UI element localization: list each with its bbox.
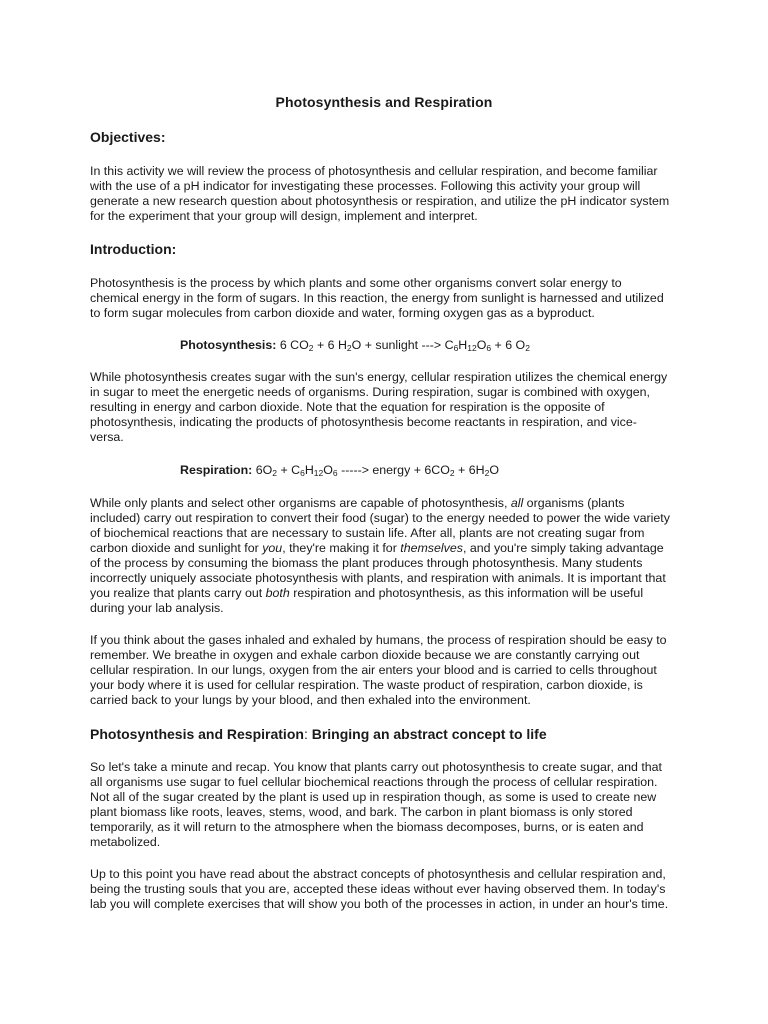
text-line: remember. We breathe in oxygen and exhale carbon dioxide because we are constantly carrying out [90,648,640,662]
introduction-paragraph-2 [90,370,690,445]
document-title: Photosynthesis and Respiration [275,94,493,110]
text-line: Up to this point you have read about the abstract concepts of photosynthesis and cellular respiration and, [90,867,666,881]
section-heading-part: Bringing an abstract concept to life [307,726,547,742]
equation-term: O [323,463,333,477]
text-line: in sugar to meet the energetic needs of organisms. During respiration, sugar is combined with oxygen, [90,385,650,399]
text-line: of the process by consuming the biomass the plant produces through photosynthesis. Many students [90,556,643,570]
equation-term: 6 CO [276,338,309,352]
section-paragraph-2 [90,867,690,912]
text-line: plant biomass like roots, leaves, stems, wood, and bark. The carbon in plant biomass is only stored [90,805,633,819]
text-line: incorrectly uniquely associate photosynthesis with plants, and respiration with animals. It is important that [90,571,666,585]
section-heading [90,726,547,742]
text-line: So let's take a minute and recap. You know that plants carry out photosynthesis to create sugar, and that [90,760,663,774]
text-line: with the use of a pH indicator for investigating these processes. Following this activity your group will [90,179,641,193]
equation-term: H [458,338,468,352]
text-line: all organisms use sugar to fuel cellular biochemical reactions through the process of cellular respiration. [90,775,658,789]
section-heading-separator: : [303,726,308,742]
text-line: photosynthesis, indicating the products of photosynthesis become reactants in respiration, and vice- [90,415,637,429]
equation-term: + 6 H [313,338,347,352]
equation-subscript: 2 [484,468,490,478]
text-run: organisms (plants [523,496,625,510]
equation-label: Photosynthesis: [180,338,277,352]
text-run: , they're making it for [282,541,401,555]
equation-term: O [476,338,487,352]
equation-subscript: 2 [272,468,278,478]
introduction-paragraph-3 [90,496,690,616]
equation-subscript: 12 [467,343,477,353]
equation-subscript: 6 [300,468,305,478]
equation-term: O + sunlight ---> C [351,338,454,352]
text-line: versa. [90,430,124,444]
text-line [90,586,690,601]
equation-subscript: 6 [332,468,338,478]
respiration-equation [180,463,499,477]
photosynthesis-equation [180,338,530,352]
text-line [90,541,690,556]
equation-subscript: 2 [525,343,530,353]
section-paragraph-1 [90,760,690,850]
text-run: you realize that plants carry out [90,586,266,600]
text-line: for the experiment that your group will design, implement and interpret. [90,209,478,223]
text-line: resulting in energy and carbon dioxide. Note that the equation for respiration is the opposite of [90,400,605,414]
text-run: While only plants and select other organisms are capable of photosynthesis, [90,496,511,510]
text-line: generate a new research question about photosynthesis or respiration, and utilize the pH indicator system [90,194,670,208]
text-line: metabolized. [90,835,161,849]
emphasis-text: both [265,586,290,600]
section-heading-part: Photosynthesis and Respiration [90,726,304,742]
text-line: In this activity we will review the process of photosynthesis and cellular respiration, and become familiar [90,164,658,178]
text-line: lab you will complete exercises that will show you both of the processes in action, in under an hour's time. [90,897,669,911]
text-line: of biochemical reactions that are necessary to sustain life. After all, plants are not creating sugar from [90,526,645,540]
text-run: respiration and photosynthesis, as this information will be useful [289,586,644,600]
emphasis-text: you [262,541,283,555]
equation-subscript: 12 [313,468,324,478]
text-line: to form sugar molecules from carbon dioxide and water, forming oxygen gas as a byproduct. [90,306,595,320]
equation-subscript: 2 [308,343,314,353]
text-line: Photosynthesis is the process by which plants and some other organisms convert solar energy to [90,276,622,290]
text-line: being the trusting souls that you are, accepted these ideas without ever having observed them. In today's [90,882,666,896]
emphasis-text: all [510,496,524,510]
equation-subscript: 6 [486,343,492,353]
emphasis-text: themselves [400,541,463,555]
equation-label: Respiration: [180,463,253,477]
introduction-heading: Introduction: [90,241,177,257]
objectives-heading: Objectives: [90,129,166,145]
equation-term: + 6 O [491,338,526,352]
equation-term: 6O [252,463,273,477]
text-line: While photosynthesis creates sugar with the sun's energy, cellular respiration utilizes the chemical energy [90,370,668,384]
equation-term: -----> energy + 6CO [337,463,450,477]
text-line: during your lab analysis. [90,601,224,615]
equation-subscript: 6 [453,343,459,353]
text-line: Not all of the sugar created by the plant is used up in respiration though, as some is used to create new [90,790,657,804]
objectives-paragraph [90,164,690,224]
equation-term: + C [277,463,301,477]
equation-term: H [304,463,314,477]
text-line [90,496,690,511]
equation-term: + 6H [454,463,485,477]
text-line: included) carry out respiration to convert their food (sugar) to the energy needed to power the wide variety [90,511,670,525]
text-run: , and you're simply taking advantage [462,541,664,555]
text-line: If you think about the gases inhaled and exhaled by humans, the process of respiration should be easy to [90,633,667,647]
equation-term: O [489,463,499,477]
introduction-paragraph-1 [90,276,690,321]
introduction-paragraph-4 [90,633,690,708]
text-line: carried back to your lungs by your blood, and then exhaled into the environment. [90,693,531,707]
text-line: chemical energy in the form of sugars. In this reaction, the energy from sunlight is harnessed and utilized [90,291,664,305]
text-line: temporarily, as it will return to the atmosphere when the biomass decomposes, burns, or is eaten and [90,820,644,834]
equation-subscript: 2 [346,343,352,353]
equation-subscript: 2 [449,468,455,478]
text-run: carbon dioxide and sunlight for [90,541,263,555]
text-line: your body where it is used for cellular respiration. The waste product of respiration, carbon dioxide, is [90,678,643,692]
text-line: cellular respiration. In our lungs, oxygen from the air enters your blood and is carried to cells throughout [90,663,657,677]
